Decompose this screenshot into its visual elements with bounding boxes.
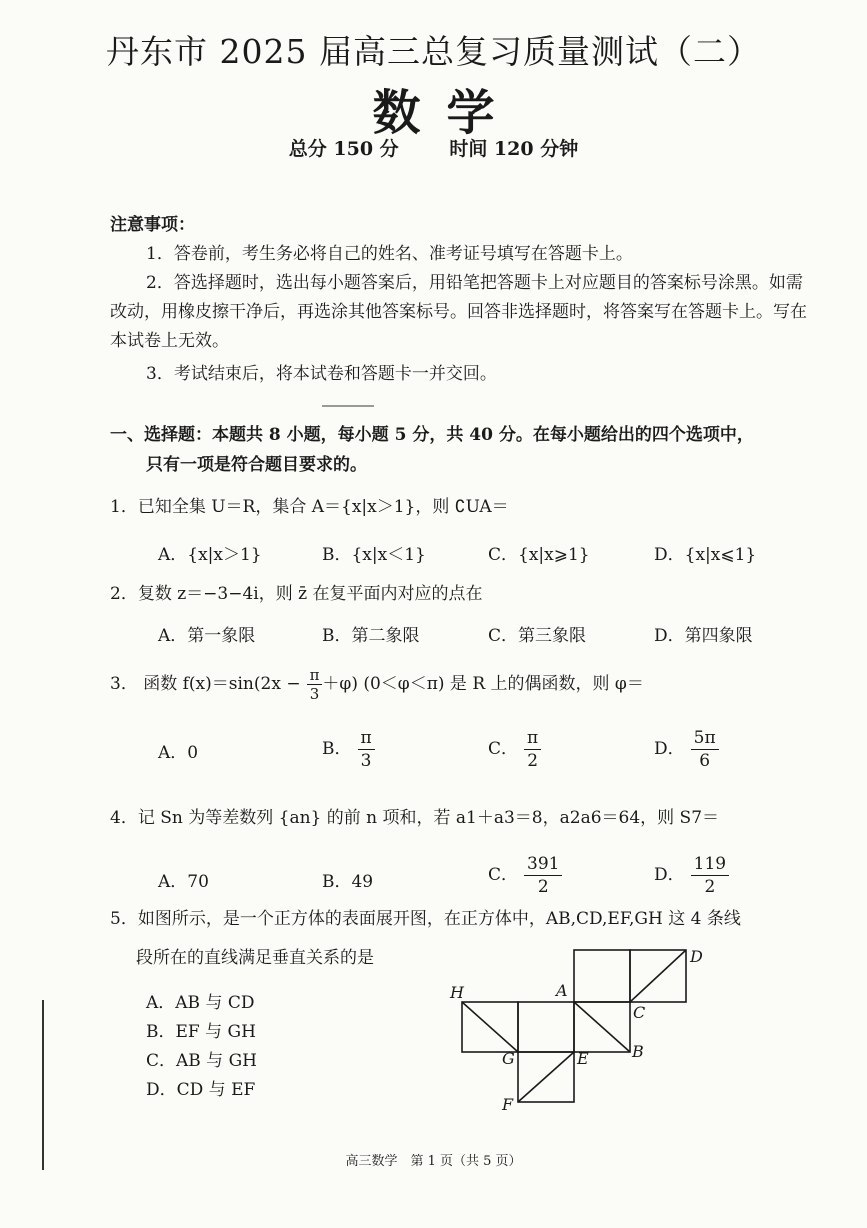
q2-option-b: B．第二象限 xyxy=(322,626,420,646)
q4-option-d xyxy=(654,853,729,898)
q5-option-a: A．AB 与 CD xyxy=(146,993,255,1013)
q3-option-b-num: π xyxy=(358,727,375,750)
q4-option-a: A．70 xyxy=(158,872,209,892)
q2-option-c: C．第三象限 xyxy=(488,626,587,646)
q3-option-d-label: D． xyxy=(654,739,685,759)
q4-stem: 4．记 Sn 为等差数列 {an} 的前 n 项和，若 a1＋a3＝8，a2a6＝64，则 S7＝ xyxy=(110,808,720,828)
label-b: B xyxy=(632,1042,644,1061)
cube-net-figure xyxy=(440,940,720,1120)
notice-item-3: 3．考试结束后，将本试卷和答题卡一并交回。 xyxy=(146,364,497,384)
q5-option-d: D．CD 与 EF xyxy=(146,1080,256,1100)
q3-option-b-den: 3 xyxy=(360,751,372,771)
q3-stem-fraction xyxy=(307,666,323,703)
section-heading-line2: 只有一项是符合题目要求的。 xyxy=(146,455,367,475)
label-c: C xyxy=(633,1003,646,1022)
q4-option-d-den: 2 xyxy=(704,877,716,897)
q1-stem: 1．已知全集 U＝R，集合 A＝{x|x＞1}，则 ∁UA＝ xyxy=(110,497,509,517)
q3-stem-pre: 3． 函数 f(x)＝sin(2x − xyxy=(110,674,301,694)
q3-option-c xyxy=(488,727,541,772)
q4-option-c-label: C． xyxy=(488,865,519,885)
q3-option-b-fraction xyxy=(358,727,375,772)
notice-heading: 注意事项： xyxy=(110,215,195,235)
q3-option-c-label: C． xyxy=(488,739,519,759)
net-square-middle-2 xyxy=(518,1002,574,1052)
q3-option-d-fraction xyxy=(691,727,719,772)
q3-option-b-label: B． xyxy=(322,739,352,759)
q4-option-c-fraction xyxy=(524,853,562,898)
q1-option-d: D．{x|x⩽1} xyxy=(654,545,757,565)
notice-item-1: 1．答卷前，考生务必将自己的姓名、准考证号填写在答题卡上。 xyxy=(146,244,633,264)
notice-item-2: 2．答选择题时，选出每小题答案后，用铅笔把答题卡上对应题目的答案标号涂黑。如需改动，用橡皮擦干净后，再选涂其他答案标号。回答非选择题时，将答案写在答题卡上。写在本试卷上无效。 xyxy=(110,273,807,351)
subject-title: 数学 xyxy=(372,85,521,141)
q4-option-b: B．49 xyxy=(322,872,374,892)
q3-stem xyxy=(110,662,644,706)
q1-option-a: A．{x|x＞1} xyxy=(158,545,262,565)
q4-option-d-label: D． xyxy=(654,865,685,885)
exam-time: 时间 120 分钟 xyxy=(449,138,579,160)
label-d: D xyxy=(690,947,703,966)
page-footer: 高三数学 第 1 页（共 5 页） xyxy=(345,1154,522,1169)
q3-option-d xyxy=(654,727,719,772)
net-square-top-left xyxy=(574,950,630,1002)
q3-option-c-fraction xyxy=(524,727,541,772)
q3-option-c-den: 2 xyxy=(527,751,539,771)
label-h: H xyxy=(450,983,464,1002)
label-e: E xyxy=(577,1049,589,1068)
scan-mark xyxy=(322,405,374,407)
label-g: G xyxy=(502,1049,515,1068)
q3-option-b xyxy=(322,727,375,772)
q3-stem-frac-den: 3 xyxy=(309,685,320,703)
q5-option-b: B．EF 与 GH xyxy=(146,1022,256,1042)
q2-stem: 2．复数 z＝−3−4i，则 z̄ 在复平面内对应的点在 xyxy=(110,584,483,604)
q3-option-d-den: 6 xyxy=(699,751,711,771)
q4-option-c-num: 391 xyxy=(524,853,562,876)
label-f: F xyxy=(502,1095,514,1114)
q5-option-c: C．AB 与 GH xyxy=(146,1051,257,1071)
label-a: A xyxy=(556,981,568,1000)
exam-meta xyxy=(0,134,867,161)
segment-cd xyxy=(630,950,686,1002)
q5-stem-line1: 5．如图所示，是一个正方体的表面展开图，在正方体中，AB,CD,EF,GH 这 4 条线 xyxy=(110,909,741,929)
section-heading-line1: 一、选择题：本题共 8 小题，每小题 5 分，共 40 分。在每小题给出的四个选项中， xyxy=(110,425,754,445)
segment-ef xyxy=(518,1052,574,1102)
q3-stem-post: ＋φ) (0＜φ＜π) 是 R 上的偶函数，则 φ＝ xyxy=(322,674,644,694)
q4-option-c xyxy=(488,853,562,898)
q1-option-b: B．{x|x＜1} xyxy=(322,545,426,565)
total-score: 总分 150 分 xyxy=(288,138,399,160)
q3-stem-frac-num: π xyxy=(307,666,323,685)
q4-option-c-den: 2 xyxy=(537,877,549,897)
q4-option-d-num: 119 xyxy=(691,853,729,876)
segment-gh xyxy=(462,1002,518,1052)
q4-option-d-fraction xyxy=(691,853,729,898)
q3-option-c-num: π xyxy=(524,727,541,750)
q1-option-c: C．{x|x⩾1} xyxy=(488,545,590,565)
q2-option-d: D．第四象限 xyxy=(654,626,753,646)
q2-option-a: A．第一象限 xyxy=(158,626,256,646)
q5-stem-line2: 段所在的直线满足垂直关系的是 xyxy=(136,948,374,968)
exam-title: 丹东市 2025 届高三总复习质量测试（二） xyxy=(106,32,761,71)
margin-line xyxy=(42,1000,44,1170)
q3-option-a: A．0 xyxy=(158,743,199,763)
q3-option-d-num: 5π xyxy=(691,727,719,750)
segment-ab xyxy=(574,1002,630,1052)
